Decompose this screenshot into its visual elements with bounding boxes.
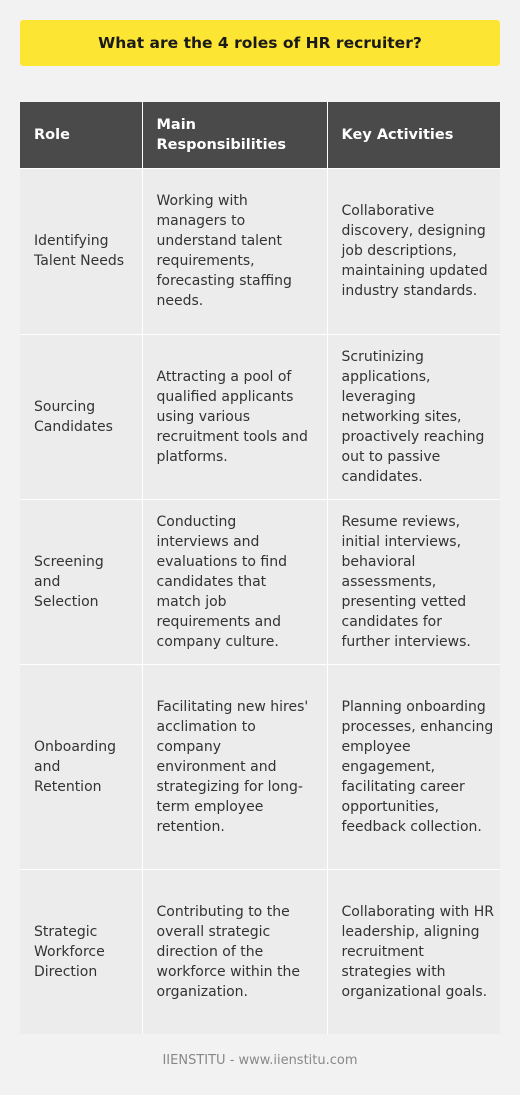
table-header-row (20, 102, 500, 168)
role-cell: Screening and Selection (20, 499, 142, 664)
activities-cell: Collaborating with HR leadership, aligning recruitment strategies with organizational goals. (327, 869, 500, 1034)
role-cell: Strategic Workforce Direction (20, 869, 142, 1034)
role-cell: Onboarding and Retention (20, 664, 142, 869)
responsibilities-cell: Contributing to the overall strategic direction of the workforce within the organization. (142, 869, 327, 1034)
header-main-responsibilities: Main Responsibilities (142, 102, 327, 168)
responsibilities-cell: Facilitating new hires' acclimation to company environment and strategizing for long-term employee retention. (142, 664, 327, 869)
title-banner (20, 20, 500, 66)
activities-cell: Resume reviews, initial interviews, behavioral assessments, presenting vetted candidates for further interviews. (327, 499, 500, 664)
activities-cell: Collaborative discovery, designing job descriptions, maintaining updated industry standards. (327, 168, 500, 334)
activities-cell: Scrutinizing applications, leveraging networking sites, proactively reaching out to passive candidates. (327, 334, 500, 499)
role-cell: Identifying Talent Needs (20, 168, 142, 334)
header-key-activities: Key Activities (327, 102, 500, 168)
responsibilities-cell: Working with managers to understand talent requirements, forecasting staffing needs. (142, 168, 327, 334)
responsibilities-cell: Conducting interviews and evaluations to find candidates that match job requirements and company culture. (142, 499, 327, 664)
role-cell: Sourcing Candidates (20, 334, 142, 499)
responsibilities-cell: Attracting a pool of qualified applicants using various recruitment tools and platforms. (142, 334, 327, 499)
table-row (20, 869, 500, 1034)
table-row (20, 499, 500, 664)
footer-credit: IIENSTITU - www.iienstitu.com (162, 1053, 358, 1068)
roles-table (20, 102, 500, 1034)
table-row (20, 664, 500, 869)
page-title: What are the 4 roles of HR recruiter? (98, 34, 422, 52)
table-row (20, 334, 500, 499)
table-row (20, 168, 500, 334)
header-role: Role (20, 102, 142, 168)
activities-cell: Planning onboarding processes, enhancing employee engagement, facilitating career opportunities, feedback collection. (327, 664, 500, 869)
